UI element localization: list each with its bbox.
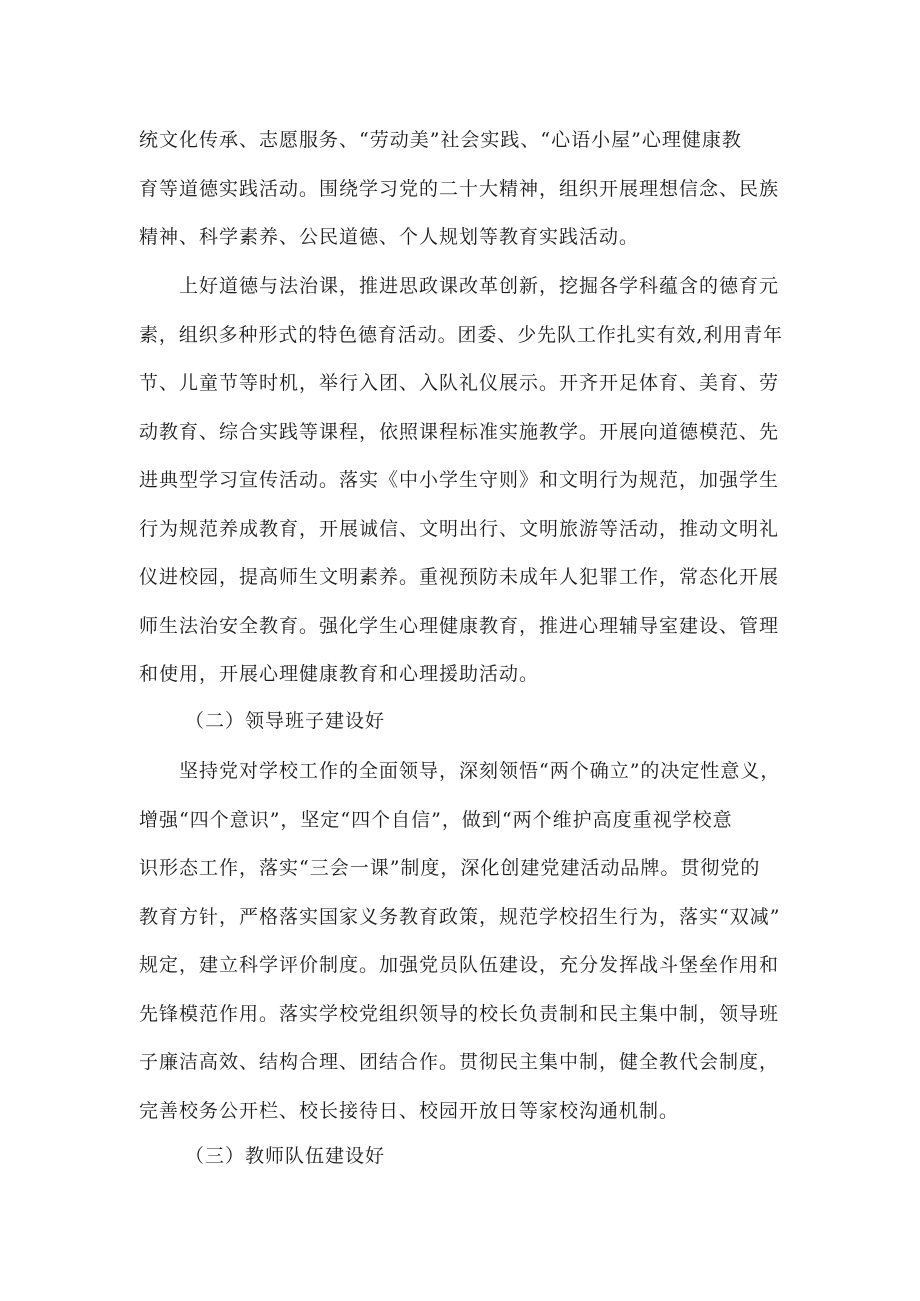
- text-line: 进典型学习宣传活动。落实《中小学生守则》和文明行为规范，加强学生: [139, 469, 780, 491]
- text-line: 仪进校园，提高师生文明素养。重视预防未成年人犯罪工作，常态化开展: [139, 566, 780, 588]
- text-line: 完善校务公开栏、校长接待日、校园开放日等家校沟通机制。: [139, 1099, 680, 1122]
- text-line: 子廉洁高效、结构合理、团结合作。贯彻民主集中制，健全教代会制度，: [139, 1051, 780, 1073]
- text-line: 增强“四个意识”，坚定“四个自信”，做到“两个维护高度重视学校意: [139, 808, 733, 831]
- text-line: 师生法治安全教育。强化学生心理健康教育，推进心理辅导室建设、管理: [139, 614, 780, 637]
- section-heading-teachers: （三）教师队伍建设好: [185, 1145, 386, 1167]
- text-line: 规定，建立科学评价制度。加强党员队伍建设，充分发挥战斗堡垒作用和: [139, 954, 780, 976]
- text-line: 统文化传承、志愿服务、“劳动美”社会实践、“心语小屋”心理健康教: [139, 129, 742, 151]
- text-line: 坚持党对学校工作的全面领导，深刻领悟“两个确立”的决定性意义，: [179, 760, 781, 782]
- text-line: 先锋模范作用。落实学校党组织领导的校长负责制和民主集中制，领导班: [139, 1002, 780, 1025]
- text-line: 上好道德与法治课，推进思政课改革创新，挖掘各学科蕴含的德育元: [179, 275, 780, 297]
- text-line: 教育方针，严格落实国家义务教育政策，规范学校招生行为，落实“双减”: [139, 905, 781, 928]
- section-heading-leadership: （二）领导班子建设好: [185, 710, 386, 732]
- text-line: 行为规范养成教育，开展诚信、文明出行、文明旅游等活动，推动文明礼: [139, 517, 780, 540]
- text-line: 精神、科学素养、公民道德、个人规划等教育实践活动。: [139, 226, 640, 248]
- text-line: 识形态工作，落实“三会一课”制度，深化创建党建活动品牌。贯彻党的: [139, 857, 761, 879]
- text-line: 和使用，开展心理健康教育和心理援助活动。: [139, 663, 540, 685]
- paragraph-leadership: [139, 747, 783, 1135]
- text-line: 素，组织多种形式的特色德育活动。团委、少先队工作扎实有效,利用青年: [139, 323, 784, 346]
- text-line: 育等道德实践活动。围绕学习党的二十大精神，组织开展理想信念、民族: [139, 177, 780, 200]
- paragraph-continued: [139, 116, 783, 262]
- text-line: 动教育、综合实践等课程，依照课程标准实施教学。开展向道德模范、先: [139, 420, 780, 443]
- paragraph-moral-education: [139, 262, 783, 699]
- text-line: 节、儿童节等时机，举行入团、入队礼仪展示。开齐开足体育、美育、劳: [139, 372, 780, 394]
